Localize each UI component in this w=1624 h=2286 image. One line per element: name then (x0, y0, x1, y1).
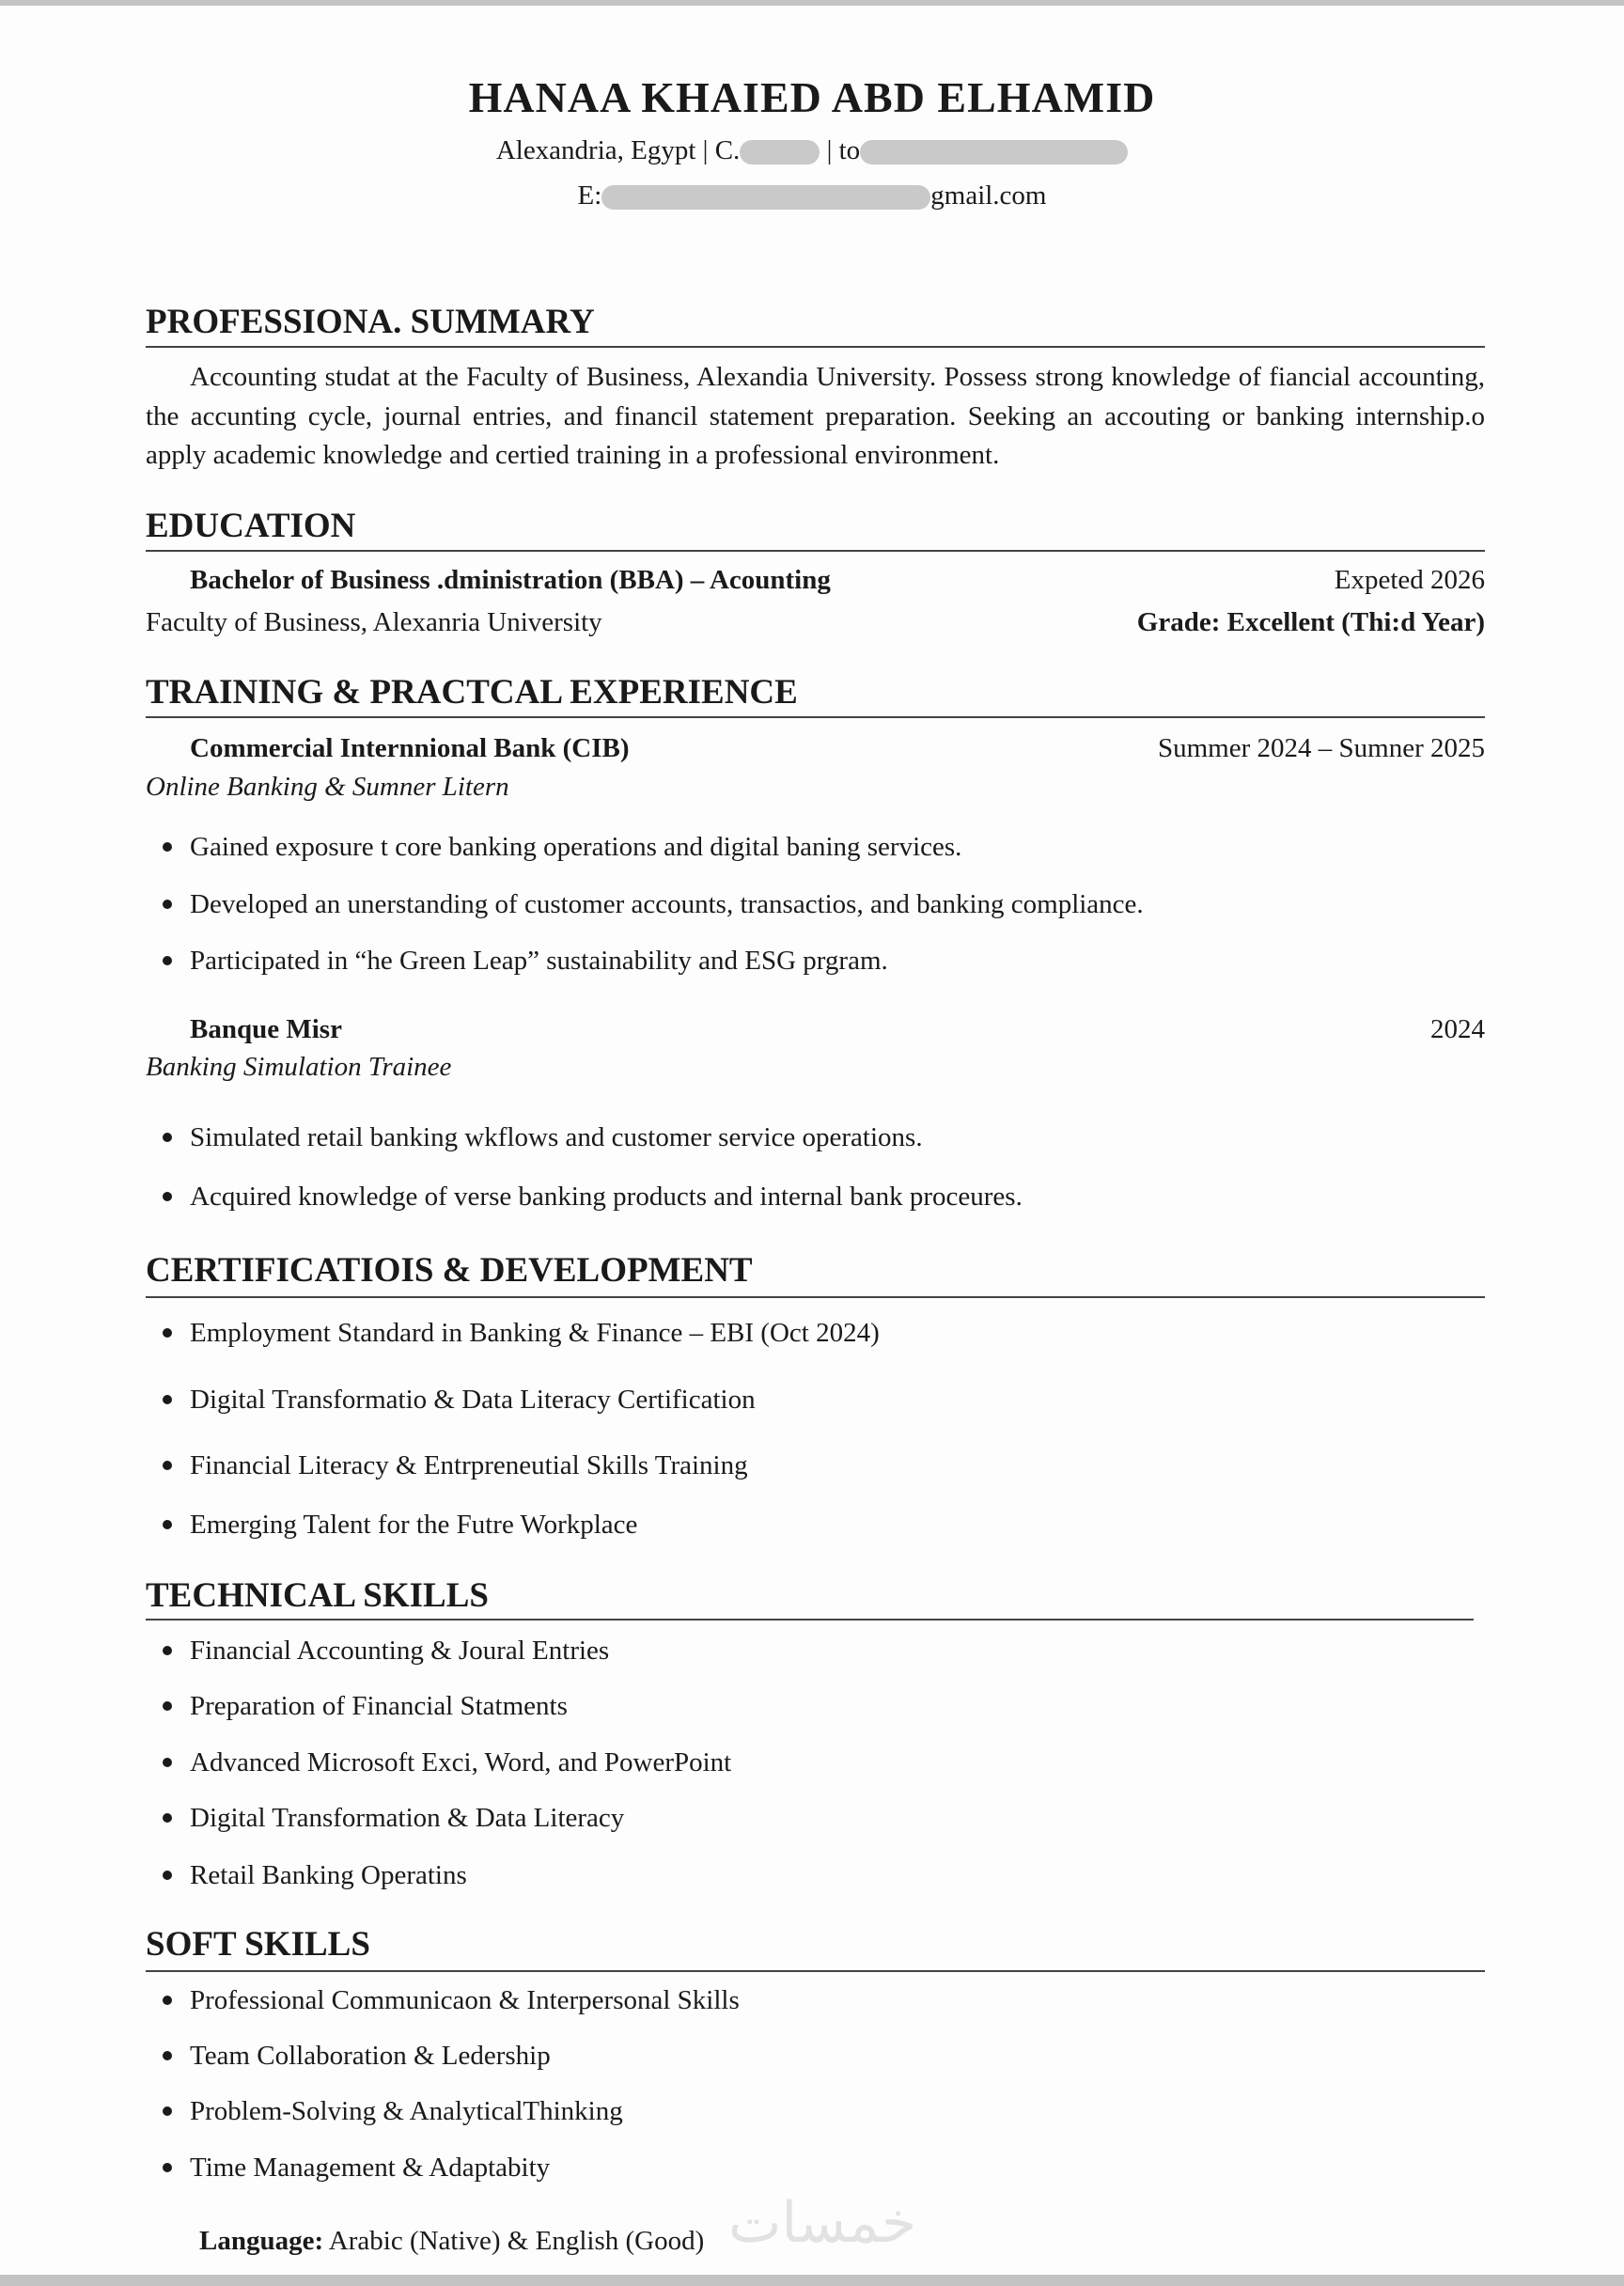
list-item (163, 1381, 756, 1418)
bullet-icon (163, 1133, 172, 1142)
job-date: Summer 2024 – Sumner 2025 (1158, 733, 1485, 763)
list-item-text: Advanced Microsoft Exci, Word, and PowerPoint (190, 1747, 732, 1777)
contact-line (0, 132, 1624, 169)
list-item (163, 942, 888, 979)
divider (146, 716, 1485, 718)
list-item (163, 885, 1144, 923)
job-org: Commercial Internnional Bank (CIB) (190, 733, 630, 763)
bullet-icon (163, 1520, 172, 1529)
bullet-icon (163, 1461, 172, 1470)
language-value: Arabic (Native) & English (Good) (328, 2226, 705, 2256)
list-item (163, 1314, 880, 1352)
list-item-text: Developed an unerstanding of customer accounts, transactios, and banking compliance. (190, 889, 1144, 919)
scan-border-top (0, 0, 1624, 6)
bullet-icon (163, 1758, 172, 1767)
list-item (163, 2037, 551, 2075)
bullet-icon (163, 1395, 172, 1404)
watermark-logo: خمسات (728, 2190, 917, 2256)
list-item (163, 2149, 550, 2186)
list-item (163, 1119, 923, 1156)
bullet-icon (163, 1996, 172, 2005)
list-item-text: Participated in “he Green Leap” sustainability and ESG prgram. (190, 946, 888, 976)
list-item (163, 1856, 467, 1894)
redacted-phone (740, 140, 820, 164)
list-item-text: Team Collaboration & Ledership (190, 2041, 551, 2071)
email-line (0, 177, 1624, 214)
list-item (163, 828, 961, 866)
soft-skills-heading: SOFT SKILLS (146, 1925, 370, 1964)
education-date: Expeted 2026 (1334, 565, 1485, 595)
bullet-icon (163, 1328, 172, 1338)
list-item (163, 1178, 1023, 1215)
bullet-icon (163, 1813, 172, 1823)
list-item-text: Employment Standard in Banking & Finance – EBI (Oct 2024) (190, 1318, 880, 1348)
list-item-text: Preparation of Financial Statments (190, 1691, 568, 1721)
divider (146, 1619, 1474, 1621)
list-item (163, 2092, 623, 2130)
list-item-text: Digital Transformation & Data Literacy (190, 1803, 625, 1833)
redacted-email-2 (601, 185, 930, 210)
bullet-icon (163, 2106, 172, 2116)
technical-heading: TECHNICAL SKILLS (146, 1576, 489, 1615)
candidate-name: HANAA KHAIED ABD ELHAMID (468, 73, 1156, 121)
bullet-icon (163, 900, 172, 909)
list-item-text: Problem-Solving & AnalyticalThinking (190, 2096, 623, 2126)
school: Faculty of Business, Alexanria University (146, 607, 602, 637)
divider (146, 1296, 1485, 1298)
list-item (163, 1447, 748, 1484)
email-suffix: gmail.com (930, 180, 1047, 211)
bullet-icon (163, 1701, 172, 1711)
list-item (163, 1632, 609, 1669)
training-heading: TRAINING & PRACTCAL EXPERIENCE (146, 673, 798, 712)
bullet-icon (163, 842, 172, 852)
list-item-text: Acquired knowledge of verse banking products and internal bank proceures. (190, 1182, 1023, 1212)
list-item (163, 1687, 568, 1725)
summary-heading: PROFESSIONA. SUMMARY (146, 303, 595, 341)
contact-location-phone: Alexandria, Egypt | C. (495, 135, 741, 165)
job-date: 2024 (1430, 1014, 1485, 1044)
summary-text: Accounting studat at the Faculty of Business, Alexandia University. Possess strong knowledge of fiancial accounting, the accunting cycle, journal entries, and financil statement preparation. Seeking an accouting or banking internship.o apply academic knowledge and certied training in a professional environment. (146, 362, 1485, 470)
job-role: Banking Simulation Trainee (146, 1052, 452, 1082)
scan-border-bottom (0, 2275, 1624, 2286)
divider (146, 550, 1485, 552)
contact-separator: | to (820, 135, 861, 165)
list-item-text: Gained exposure t core banking operations and digital baning services. (190, 832, 962, 862)
divider (146, 1970, 1485, 1972)
redacted-email (860, 140, 1128, 164)
bullet-icon (163, 1646, 172, 1655)
certifications-heading: CERTIFICATIOIS & DEVELOPMENT (146, 1251, 753, 1290)
list-item-text: Professional Communicaon & Interpersonal Skills (190, 1985, 740, 2015)
list-item (163, 1799, 624, 1837)
bullet-icon (163, 2163, 172, 2172)
bullet-icon (163, 2051, 172, 2060)
language-line (199, 2222, 704, 2260)
degree: Bachelor of Business .dministration (BBA) – Acounting (190, 565, 831, 595)
education-heading: EDUCATION (146, 507, 356, 545)
list-item-text: Retail Banking Operatins (190, 1860, 467, 1890)
bullet-icon (163, 956, 172, 965)
list-item-text: Digital Transformatio & Data Literacy Certification (190, 1385, 756, 1415)
email-prefix: E: (577, 180, 602, 211)
divider (146, 346, 1485, 348)
grade: Grade: Excellent (Thi:d Year) (1136, 607, 1485, 637)
bullet-icon (163, 1192, 172, 1201)
job-org: Banque Misr (190, 1014, 342, 1044)
list-item-text: Simulated retail banking wkflows and customer service operations. (190, 1122, 923, 1152)
list-item (163, 1981, 740, 2019)
list-item-text: Time Management & Adaptabity (190, 2153, 551, 2183)
list-item-text: Emerging Talent for the Futre Workplace (190, 1510, 638, 1540)
list-item-text: Financial Accounting & Joural Entries (190, 1636, 610, 1666)
list-item (163, 1506, 637, 1543)
list-item-text: Financial Literacy & Entrpreneutial Skills Training (190, 1450, 748, 1480)
bullet-icon (163, 1871, 172, 1880)
job-role: Online Banking & Sumner Litern (146, 772, 509, 802)
list-item (163, 1744, 731, 1781)
language-label: Language: (199, 2226, 324, 2256)
